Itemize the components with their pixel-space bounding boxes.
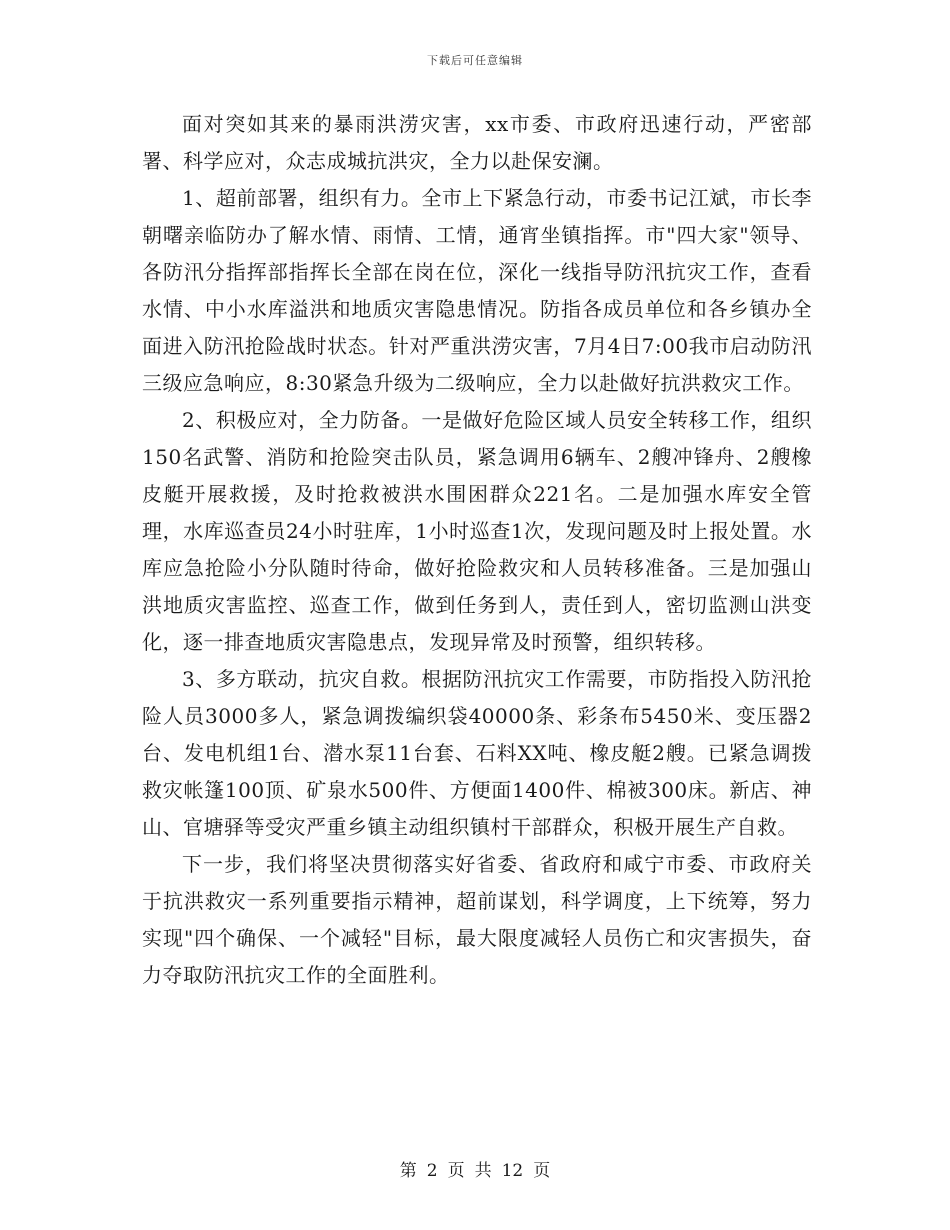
total-pages-number: 12 [501, 1161, 524, 1181]
footer-suffix: 页 [533, 1161, 551, 1181]
page-header: 下载后可任意编辑 [427, 54, 523, 67]
paragraph-deployment: 1、超前部署，组织有力。全市上下紧急行动，市委书记江斌，市长李朝曙亲临防办了解水情、雨情、工情，通宵坐镇指挥。市"四大家"领导、各防汛分指挥部指挥长全部在岗在位，深化一线指导防汛抗灾工作，查看水情、中小水库溢洪和地质灾害隐患情况。防指各成员单位和各乡镇办全面进入防汛抢险战时状态。针对严重洪涝灾害，7月4日7:00我市启动防汛三级应急响应，8:30紧急升级为二级响应，全力以赴做好抗洪救灾工作。 [142, 186, 812, 395]
paragraph-next-steps: 下一步，我们将坚决贯彻落实好省委、省政府和咸宁市委、市政府关于抗洪救灾一系列重要指示精神，超前谋划，科学调度，上下统筹，努力实现"四个确保、一个减轻"目标，最大限度减轻人员伤亡和灾害损失，奋力夺取防汛抗灾工作的全面胜利。 [142, 852, 812, 987]
page-footer [0, 1156, 950, 1181]
document-body [142, 106, 812, 994]
paragraph-linkage: 3、多方联动，抗灾自救。根据防汛抗灾工作需要，市防指投入防汛抢险人员3000多人，紧急调拨编织袋40000条、彩条布5450米、变压器2台、发电机组1台、潜水泵11台套、石料XX吨、橡皮艇2艘。已紧急调拨救灾帐篷100顶、矿泉水500件、方便面1400件、棉被300床。新店、神山、官塘驿等受灾严重乡镇主动组织镇村干部群众，积极开展生产自救。 [142, 667, 812, 839]
footer-page-word: 页 [447, 1161, 465, 1181]
current-page-number: 2 [426, 1161, 438, 1181]
paragraph-intro: 面对突如其来的暴雨洪涝灾害，xx市委、市政府迅速行动，严密部署、科学应对，众志成城抗洪灾，全力以赴保安澜。 [142, 112, 812, 173]
paragraph-response: 2、积极应对，全力防备。一是做好危险区域人员安全转移工作，组织150名武警、消防和抢险突击队员，紧急调用6辆车、2艘冲锋舟、2艘橡皮艇开展救援，及时抢救被洪水围困群众221名。二是加强水库安全管理，水库巡查员24小时驻库，1小时巡查1次，发现问题及时上报处置。水库应急抢险小分队随时待命，做好抢险救灾和人员转移准备。三是加强山洪地质灾害监控、巡查工作，做到任务到人，责任到人，密切监测山洪变化，逐一排查地质灾害隐患点，发现异常及时预警，组织转移。 [142, 408, 812, 654]
footer-prefix: 第 [399, 1161, 417, 1181]
footer-total-word: 共 [474, 1161, 492, 1181]
